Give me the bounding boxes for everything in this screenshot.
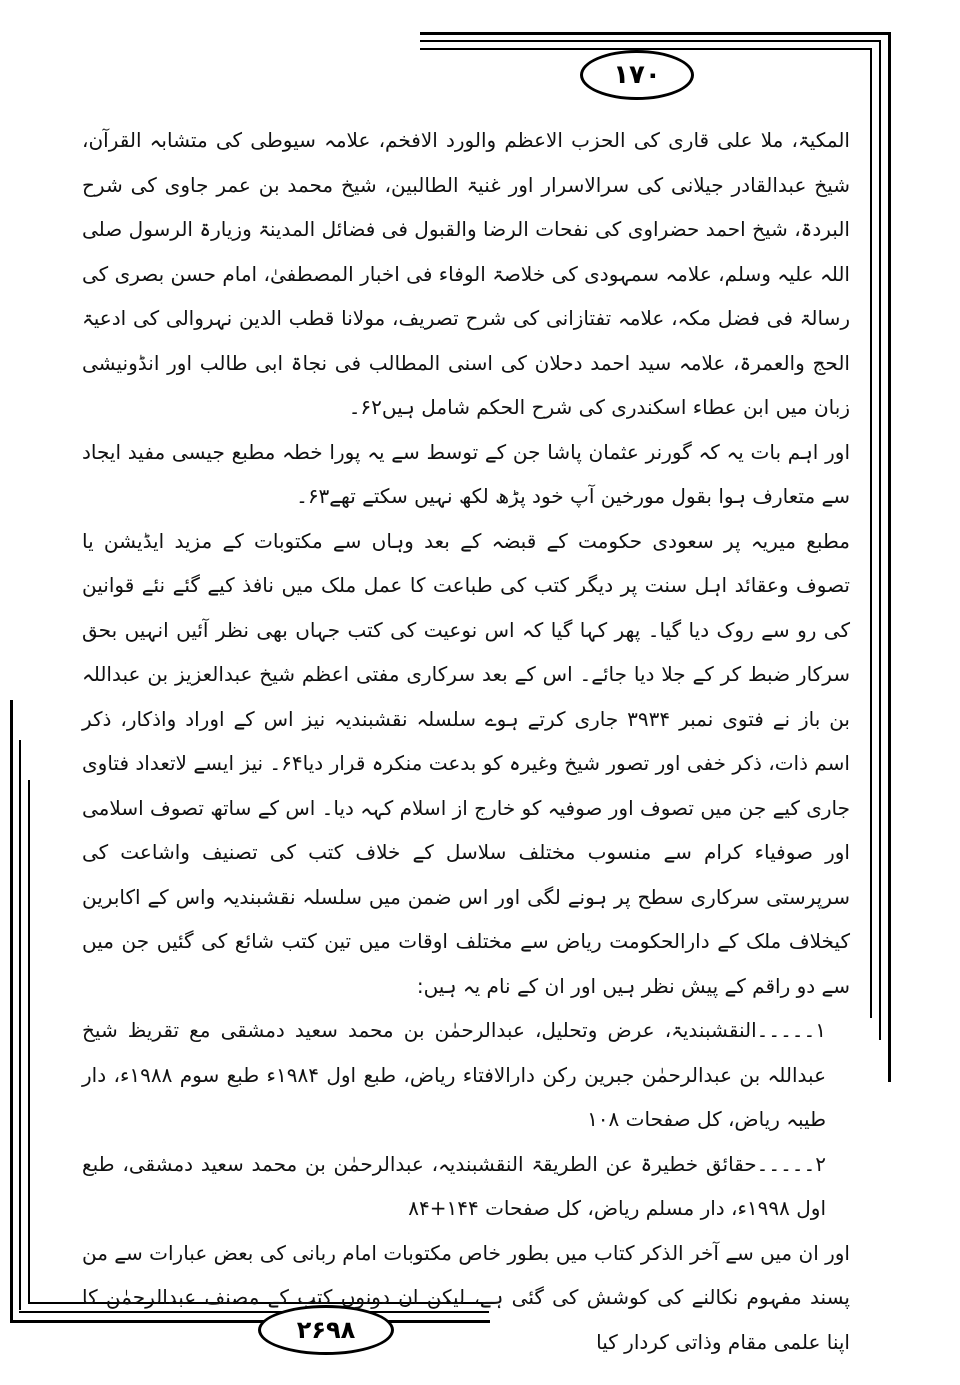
list-item-book-1: ۱۔۔۔۔۔النقشبندیۃ، عرض وتحلیل، عبدالرحمٰن بن محمد سعید دمشقی مع تقریظ شیخ عبداللہ بن عبدالرحمٰن جبرین رکن دارالافتاء ریاض، طبع اول ۱۹۸۴ء طبع سوم ۱۹۸۸ء، دار طیبہ ریاض، کل صفحات ۱۰۸	[82, 1018, 827, 1131]
list-item-book-2: ۲۔۔۔۔۔حقائق خطیرۃ عن الطریقۃ النقشبندیہ، عبدالرحمٰن بن محمد سعید دمشقی، طبع اول ۱۹۹۸ء، دار مسلم ریاض، کل صفحات ۱۴۴+۸۴	[82, 1151, 826, 1220]
page-number-top: ۱۷۰	[580, 50, 694, 100]
frame-left-line-inner	[28, 780, 30, 1302]
frame-right-line-middle	[879, 40, 881, 1040]
paragraph-governor-note: اور اہم بات یہ کہ گورنر عثمان پاشا جن کے توسط سے یہ پورا خطہ مطبع جیسی مفید ایجاد سے متعارف ہوا بقول مورخین آپ خود پڑھ لکھ نہیں سکتے تھے۶۳۔	[82, 439, 850, 508]
frame-right-line-inner	[870, 48, 872, 1018]
frame-right-line-outer	[888, 32, 891, 1082]
paragraph-press-seizure: مطبع میریہ پر سعودی حکومت کے قبضہ کے بعد وہاں سے مکتوبات کے مزید ایڈیشن یا تصوف وعقائد اہل سنت پر دیگر کتب کی طباعت کا عمل ملک میں نافذ کیے گئے نئے قوانین کی رو سے روک دیا گیا۔ پھر کہا گیا کہ اس نوعیت کی کتب جہاں بھی نظر آئیں انہیں بحق سرکار ضبط کر کے جلا دیا جائے۔ اس کے بعد سرکاری مفتی اعظم شیخ عبدالعزیز بن عبداللہ بن باز نے فتوی نمبر ۳۹۳۴ جاری کرتے ہوے سلسلہ نقشبندیہ نیز اس کے اوراد واذکار، ذکر اسم ذات، ذکر خفی اور تصور شیخ وغیرہ کو بدعت منکرہ قرار دیا۶۴۔ نیز ایسے لاتعداد فتاوی جاری کیے جن میں تصوف اور صوفیہ کو خارج از اسلام کہہ دیا۔ اس کے ساتھ تصوف اسلامی اور صوفیاء کرام سے منسوب مختلف سلاسل کے خلاف کتب کی تصنیف واشاعت کی سرپرستی سرکاری سطح پر ہونے لگی اور اس ضمن میں سلسلہ نقشبندیہ واس کے اکابرین کیخلاف ملک کے دارالحکومت ریاض سے مختلف اوقات میں تین کتب شائع کی گئیں جن میں سے دو راقم کے پیش نظر ہیں اور ان کے نام یہ ہیں:	[82, 528, 850, 998]
frame-left-line-outer	[10, 700, 13, 1320]
page-body-text	[82, 118, 850, 1364]
frame-top-line-middle	[420, 40, 880, 42]
frame-top-line-outer	[420, 32, 890, 35]
paragraph-book-list: المکیۃ، ملا علی قاری کی الحزب الاعظم والورد الافخم، علامہ سیوطی کی متشابہ القرآن، شیخ عبدالقادر جیلانی کی سرالاسرار اور غنیۃ الطالبین، شیخ محمد بن عمر جاوی کی شرح البردۃ، شیخ احمد حضراوی کی نفحات الرضا والقبول فی فضائل المدینۃ وزیارۃ الرسول صلی اللہ علیہ وسلم، علامہ سمہودی کی خلاصۃ الوفاء فی اخبار المصطفیٰ، امام حسن بصری کی رسالۃ فی فضل مکہ، علامہ تفتازانی کی شرح تصریف، مولانا قطب الدین نہروالی کی ادعیۃ الحج والعمرۃ، علامہ سید احمد دحلان کی اسنی المطالب فی نجاۃ ابی طالب اور انڈونیشی زبان میں ابن عطاء اسکندری کی شرح الحکم شامل ہیں۶۲۔	[82, 128, 850, 419]
page-number-bottom: ۲۶۹۸	[258, 1305, 394, 1355]
frame-left-line-middle	[19, 740, 21, 1310]
paragraph-closing: اور ان میں سے آخر الذکر کتاب میں بطور خاص مکتوبات امام ربانی کی بعض عبارات سے من پسند مفہوم نکالنے کی کوشش کی گئی ہے، لیکن ان دونوں کتب کے مصنف عبدالرحمٰن کا اپنا علمی مقام وذاتی کردار کیا	[82, 1240, 850, 1354]
